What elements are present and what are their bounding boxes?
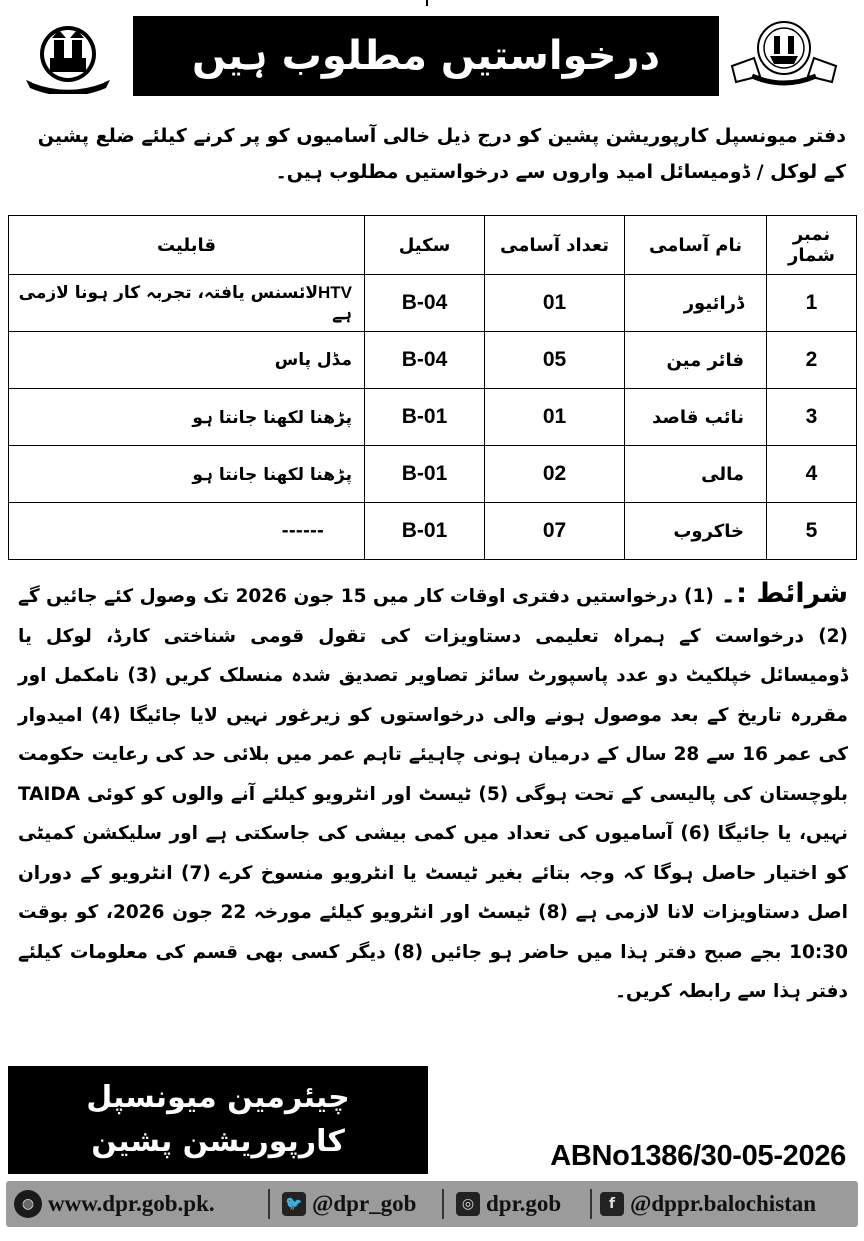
twitter-handle[interactable]: @dpr_gob (312, 1191, 417, 1216)
header-post-count: تعداد آسامی (485, 216, 625, 275)
footer-divider (268, 1189, 270, 1219)
cell-scale: B-04 (365, 332, 485, 389)
cell-post-name: فائر مین (625, 332, 767, 389)
footer-facebook[interactable] (600, 1181, 816, 1227)
conditions-paragraph (18, 574, 848, 1012)
table-row (9, 389, 857, 446)
facebook-handle[interactable]: @dppr.balochistan (630, 1191, 817, 1216)
advertisement-number: ABNo1386/30-05-2026 (550, 1140, 846, 1172)
signature-line-1: چیئرمین میونسپل (86, 1080, 350, 1115)
cell-post-name: خاکروب (625, 503, 767, 560)
cell-scale: B-01 (365, 503, 485, 560)
cell-serial-number: 1 (767, 275, 857, 332)
website-link[interactable]: www.dpr.gob.pk. (48, 1191, 215, 1216)
signature-line-2: کارپوریشن پشین (91, 1124, 345, 1159)
footer-divider (442, 1189, 444, 1219)
twitter-icon: 🐦 (282, 1192, 306, 1216)
header-serial-number: نمبر شمار (767, 216, 857, 275)
instagram-handle[interactable]: dpr.gob (486, 1191, 562, 1216)
globe-icon: ◍ (14, 1190, 42, 1218)
footer-twitter[interactable] (282, 1181, 416, 1227)
cell-serial-number: 2 (767, 332, 857, 389)
cell-post-name: نائب قاصد (625, 389, 767, 446)
cell-scale: B-01 (365, 389, 485, 446)
signature-block (8, 1066, 428, 1174)
cell-post-count: 07 (485, 503, 625, 560)
footer-website[interactable] (14, 1181, 215, 1227)
table-row (9, 275, 857, 332)
page-top-border (0, 0, 864, 8)
facebook-icon: f (600, 1192, 624, 1216)
cell-qualification: مڈل پاس (9, 332, 365, 389)
page-title: درخواستیں مطلوب ہیں (133, 16, 719, 96)
qualification-prefix: HTV (318, 283, 352, 302)
cell-scale: B-04 (365, 275, 485, 332)
cell-qualification: پڑھنا لکھنا جانتا ہو (9, 446, 365, 503)
table-header-row (9, 216, 857, 275)
cell-serial-number: 3 (767, 389, 857, 446)
cell-scale: B-01 (365, 446, 485, 503)
footer-instagram[interactable] (456, 1181, 561, 1227)
cell-post-name: ڈرائیور (625, 275, 767, 332)
instagram-icon: ◎ (456, 1192, 480, 1216)
header-scale: سکیل (365, 216, 485, 275)
header-qualification: قابلیت (9, 216, 365, 275)
header-post-name: نام آسامی (625, 216, 767, 275)
qualification-text: لائسنس یافتہ، تجربہ کار ہونا لازمی ہے (18, 283, 352, 324)
table-row (9, 446, 857, 503)
cell-post-count: 05 (485, 332, 625, 389)
table-row (9, 332, 857, 389)
footer-divider (590, 1189, 592, 1219)
cell-qualification: ------ (9, 503, 365, 560)
conditions-label: شرائط :۔ (720, 578, 849, 609)
cell-post-count: 01 (485, 275, 625, 332)
balochistan-government-logo (730, 18, 838, 94)
cell-serial-number: 5 (767, 503, 857, 560)
cell-post-count: 01 (485, 389, 625, 446)
cell-qualification (9, 275, 365, 332)
footer-bar (6, 1181, 858, 1227)
cell-serial-number: 4 (767, 446, 857, 503)
vacancies-table (8, 215, 857, 560)
conditions-text: (1) درخواستیں دفتری اوقات کار میں 15 جون 2026 تک وصول کئے جائیں گے (2) درخواست کے ہمراہ تعلیمی دستاویزات کی تقول قومی شناختی کارڈ، لوکل یا ڈومیسائل خپلکیٹ دو عدد پاسپورٹ سائز تصاویر تصدیق شدہ منسلک کریں (3) نامکمل اور مقررہ تاریخ کے بعد موصول ہونے والی درخواستوں کو زیرغور نہیں لایا جائیگا (4) امیدوار کی عمر 16 سے 28 سال کے درمیان ہونی چاہیئے تاہم عمر میں بلائی حد کی رعایت حکومت بلوچستان کی پالیسی کے تحت ہوگی (5) ٹیسٹ اور انٹرویو کیلئے آنے والوں کو کوئی TAIDA نہیں، یا جائیگا (6) آسامیوں کی تعداد میں کمی بیشی کی جاسکتی ہے اور سلیکشن کمیٹی کو اختیار حاصل ہوگا کہ وجہ بتائے بغیر ٹیسٹ یا انٹرویو منسوخ کرے (7) انٹرویو کے دوران اصل دستاویزات لانا لازمی ہے (8) ٹیسٹ اور انٹرویو کیلئے مورخہ 22 جون 2026، کو بوقت 10:30 بجے صبح دفتر ہذا میں حاضر ہو جائیں (8) دیگر کسی بھی قسم کی معلومات کیلئے دفتر ہذا سے رابطہ کریں۔ (18, 586, 849, 1002)
cell-post-count: 02 (485, 446, 625, 503)
cell-qualification: پڑھنا لکھنا جانتا ہو (9, 389, 365, 446)
municipal-corporation-logo (22, 18, 114, 94)
table-row (9, 503, 857, 560)
cell-post-name: مالی (625, 446, 767, 503)
intro-paragraph: دفتر میونسپل کارپوریشن پشین کو درج ذیل خالی آسامیوں کو پر کرنے کیلئے ضلع پشین کے لوکل / ڈومیسائل امید واروں سے درخواستیں مطلوب ہیں۔ (37, 125, 846, 183)
